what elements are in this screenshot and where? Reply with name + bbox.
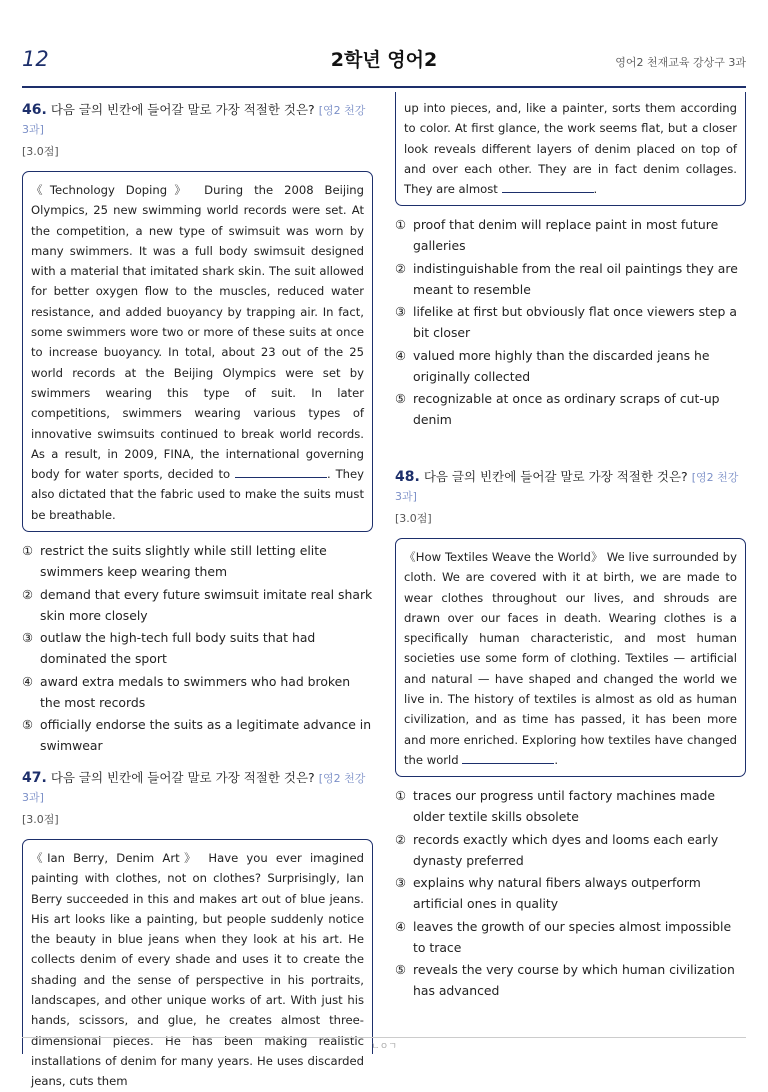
choice-list xyxy=(22,540,373,756)
question-prompt: 다음 글의 빈칸에 들어갈 말로 가장 적절한 것은? xyxy=(50,102,315,117)
choice-2[interactable] xyxy=(22,584,373,626)
page-title: 2학년 영어2 xyxy=(330,49,438,71)
question-number: 48. xyxy=(395,469,420,485)
choice-text: lifelike at first but obviously flat once viewers step a bit closer xyxy=(413,304,737,341)
choice-4[interactable] xyxy=(22,671,373,713)
choice-marker: ⑤ xyxy=(22,717,34,733)
choice-text: records exactly which dyes and looms each early dynasty preferred xyxy=(413,831,719,868)
choice-text: recognizable at once as ordinary scraps of cut-up denim xyxy=(413,391,720,428)
answer-blank xyxy=(235,465,327,478)
passage-box xyxy=(22,171,373,532)
choice-2[interactable] xyxy=(395,829,746,871)
passage-text-end: . xyxy=(593,182,598,197)
choice-marker: ⑤ xyxy=(395,391,407,407)
choice-text: restrict the suits slightly while still letting elite swimmers keep wearing them xyxy=(40,543,327,580)
passage-box xyxy=(22,839,373,1089)
choice-marker: ① xyxy=(395,788,407,804)
footer-text: ㄴㅇㄱ xyxy=(370,1042,398,1052)
choice-3[interactable] xyxy=(22,627,373,669)
question-source: [영2 천강 3과] xyxy=(395,471,739,503)
choice-5[interactable] xyxy=(22,714,373,756)
choice-marker: ④ xyxy=(395,918,407,934)
choice-marker: ③ xyxy=(395,875,407,891)
passage-text: up into pieces, and, like a painter, sorts them according to color. At first glance, the work seems flat, but a closer look reveals different layers of denim placed on top of and over each other. They are in fact denim collages. They are almost xyxy=(404,101,737,197)
choice-5[interactable] xyxy=(395,388,746,430)
answer-blank xyxy=(502,180,594,193)
page-subtitle: 영어2 천재교육 강상구 3과 xyxy=(615,56,746,69)
choice-list xyxy=(395,785,746,1001)
choice-1[interactable] xyxy=(395,785,746,827)
choice-text: officially endorse the suits as a legitimate advance in swimwear xyxy=(40,717,372,754)
choice-marker: ④ xyxy=(22,673,34,689)
choice-marker: ① xyxy=(22,543,34,559)
choice-text: demand that every future swimsuit imitate real shark skin more closely xyxy=(40,586,373,623)
choice-marker: ⑤ xyxy=(395,962,407,978)
question-header xyxy=(395,468,746,506)
question-points: [3.0점] xyxy=(22,813,59,826)
choice-marker: ③ xyxy=(22,630,34,646)
choice-1[interactable] xyxy=(395,214,746,256)
page-number: 12 xyxy=(22,47,49,71)
choice-text: traces our progress until factory machines made older textile skills obsolete xyxy=(413,788,716,825)
choice-4[interactable] xyxy=(395,916,746,958)
choice-marker: ③ xyxy=(395,304,407,320)
choice-marker: ② xyxy=(395,260,407,276)
question-header xyxy=(22,101,373,139)
choice-marker: ① xyxy=(395,217,407,233)
choice-list xyxy=(395,214,746,430)
question-source: [영2 천강 3과] xyxy=(22,104,366,136)
choice-text: proof that denim will replace paint in most future galleries xyxy=(413,217,719,254)
choice-text: valued more highly than the discarded jeans he originally collected xyxy=(413,347,710,384)
question-48 xyxy=(395,468,746,1003)
question-47-continued xyxy=(395,92,746,432)
answer-blank xyxy=(462,751,554,764)
choice-text: outlaw the high-tech full body suits that had dominated the sport xyxy=(40,630,316,667)
question-points: [3.0점] xyxy=(395,512,432,525)
choice-text: explains why natural fibers always outperform artificial ones in quality xyxy=(413,875,701,912)
question-47 xyxy=(22,769,373,1089)
passage-text-end: . xyxy=(554,752,559,767)
passage-text: 《Technology Doping》 During the 2008 Beijing Olympics, 25 new swimming world records were set. At the competition, a new type of swimsuit was worn by many swimmers. It was a full body swimsuit designed with a material that imitated shark skin. The suit allowed for better oxygen flow to the muscles, reduced water resistance, and added buoyancy by trapping air. In fact, some swimmers wore two or more of these suits at once to increase buoyancy. In total, about 23 out of the 25 world records at the Beijing Olympics were set by swimmers wearing this type of suit. In later competitions, swimmers wearing various types of innovative swimsuits continued to break world records. As a result, in 2009, FINA, the international governing body for water sports, decided to xyxy=(31,183,364,482)
choice-text: award extra medals to swimmers who had broken the most records xyxy=(40,673,351,710)
passage-text-end: . They also dictated that the fabric used to make the suits must be breathable. xyxy=(31,467,365,522)
choice-marker: ② xyxy=(395,831,407,847)
question-points: [3.0점] xyxy=(22,145,59,158)
choice-text: reveals the very course by which human civilization has advanced xyxy=(413,962,735,999)
question-46 xyxy=(22,101,373,758)
choice-4[interactable] xyxy=(395,345,746,387)
passage-text: 《Ian Berry, Denim Art》 Have you ever imagined painting with clothes, not on clothes? Surprisingly, Ian Berry succeeded in this and makes art out of blue jeans. His art looks like a painting, but people suddenly notice the beauty in blue jeans when they look at his art. He collects denim of every shade and uses it to create the shading and the sense of perspective in his portraits, landscapes, and other unique works of art. With just his hands, scissors, and glue, he creates almost three-dimensional pieces. He has been making realistic installations of denim for many years. He uses discarded jeans, cuts them xyxy=(31,851,364,1089)
choice-marker: ④ xyxy=(395,347,407,363)
passage-box-continued xyxy=(395,92,746,206)
question-source: [영2 천강 3과] xyxy=(22,772,366,804)
choice-5[interactable] xyxy=(395,959,746,1001)
question-prompt: 다음 글의 빈칸에 들어갈 말로 가장 적절한 것은? xyxy=(423,469,688,484)
choice-1[interactable] xyxy=(22,540,373,582)
page-header xyxy=(22,40,746,88)
passage-text: 《How Textiles Weave the World》 We live surrounded by cloth. We are covered with it at birth, we are made to wear clothes throughout our lives, and shrouds are drawn over our faces in death. Wearing clothes is a specifically human characteristic, and most human societies use some form of clothing. Textiles — artificial and natural — have shaped and changed the world we live in. The history of textiles is almost as old as human civilization, and as time has passed, it has been more and more enriched. Exploring how textiles have changed the world xyxy=(404,550,737,767)
choice-3[interactable] xyxy=(395,301,746,343)
choice-marker: ② xyxy=(22,586,34,602)
choice-2[interactable] xyxy=(395,258,746,300)
question-prompt: 다음 글의 빈칸에 들어갈 말로 가장 적절한 것은? xyxy=(50,770,315,785)
footer-divider xyxy=(22,1037,746,1038)
question-header xyxy=(22,769,373,807)
question-number: 46. xyxy=(22,102,47,118)
choice-3[interactable] xyxy=(395,872,746,914)
question-number: 47. xyxy=(22,770,47,786)
passage-box xyxy=(395,538,746,777)
choice-text: leaves the growth of our species almost impossible to trace xyxy=(413,918,732,955)
choice-text: indistinguishable from the real oil paintings they are meant to resemble xyxy=(413,260,738,297)
